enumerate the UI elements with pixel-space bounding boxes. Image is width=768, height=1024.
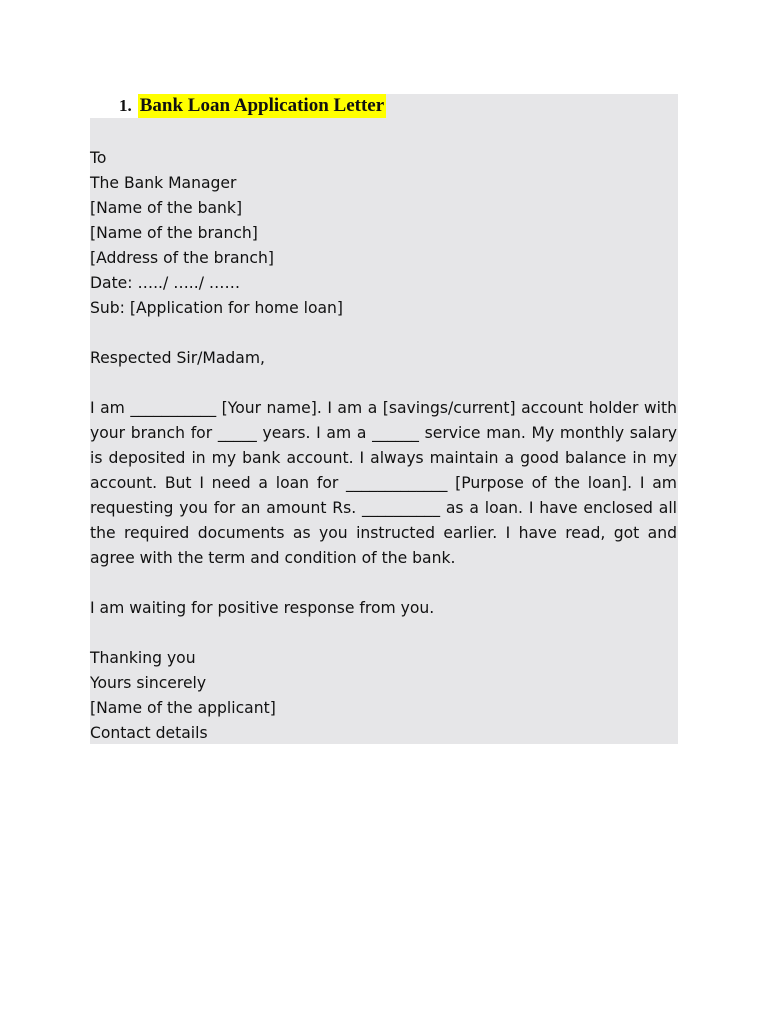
address-branch-name: [Name of the branch] bbox=[90, 224, 258, 242]
letter-heading bbox=[119, 94, 386, 118]
highlighted-title: Bank Loan Application Letter bbox=[139, 95, 385, 116]
address-branch-address: [Address of the branch] bbox=[90, 249, 274, 267]
letter-date: Date: …../ …../ …… bbox=[90, 274, 241, 292]
spacer bbox=[90, 321, 677, 346]
spacer bbox=[90, 621, 677, 646]
signoff-thanks: Thanking you bbox=[90, 649, 196, 667]
spacer bbox=[90, 371, 677, 396]
signoff-closing: Yours sincerely bbox=[90, 674, 207, 692]
address-recipient: The Bank Manager bbox=[90, 174, 237, 192]
applicant-name: [Name of the applicant] bbox=[90, 699, 276, 717]
body-paragraph: I am ___________ [Your name]. I am a [savings/current] account holder with your branch for _____ years. I am a ______ service man. My monthly salary is deposited in my bank account. I always maintain a good balance in my account. But I need a loan for _____________ [Purpose of the loan]. I am requesting you for an amount Rs. __________ as a loan. I have enclosed all the required documents as you instructed earlier. I have read, got and agree with the term and condition of the bank. bbox=[90, 399, 677, 567]
salutation: Respected Sir/Madam, bbox=[90, 349, 265, 367]
letter-subject: Sub: [Application for home loan] bbox=[90, 299, 344, 317]
letter-body bbox=[90, 146, 677, 746]
list-number: 1. bbox=[119, 96, 132, 115]
closing-statement: I am waiting for positive response from you. bbox=[90, 599, 435, 617]
address-to: To bbox=[90, 149, 107, 167]
address-bank-name: [Name of the bank] bbox=[90, 199, 243, 217]
spacer bbox=[90, 571, 677, 596]
contact-details: Contact details bbox=[90, 724, 208, 742]
